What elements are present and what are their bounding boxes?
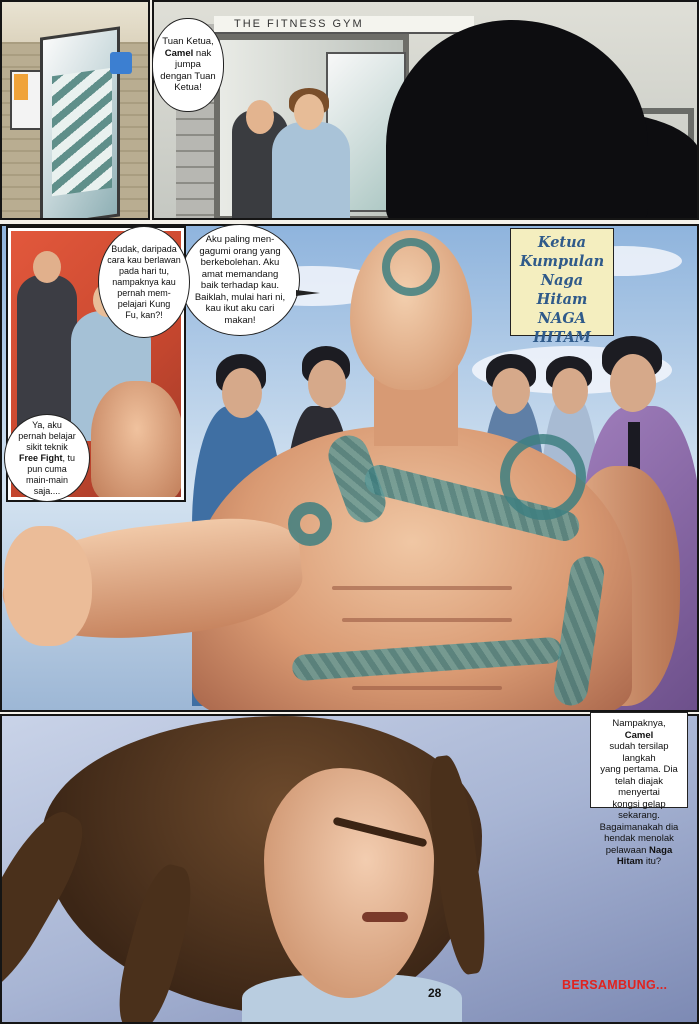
bubble-line: amat memandang	[201, 268, 279, 280]
bubble-line: Baiklah, mulai hari ni,	[194, 291, 286, 303]
hero-mouth	[362, 912, 408, 922]
caption-line: Kumpulan	[519, 253, 605, 270]
bubble-line: tu	[67, 452, 76, 463]
bubble-line: pun cuma	[27, 463, 67, 474]
bubble-line: pernah belajar	[18, 430, 76, 441]
caption-line: NAGA	[537, 310, 587, 327]
bubble-line: berkebolehan. Aku	[200, 257, 280, 268]
bubble-line: kau ikut aku cari	[205, 303, 275, 314]
bubble-line: main-main	[25, 474, 68, 485]
boss-silhouette-head	[386, 20, 648, 220]
bubble-line: pernah mem-	[117, 287, 171, 298]
bubble-line: makan!	[224, 314, 256, 326]
narration-line: kongsi gelap sekarang.	[612, 798, 666, 821]
speech-bubble-question	[98, 226, 190, 338]
narration-bold-term: Naga	[649, 844, 673, 856]
narration-line: pelawaan	[605, 844, 647, 856]
henchman-head	[308, 360, 346, 408]
narration-bold-name: Camel	[624, 729, 654, 741]
chest-flower-tattoo	[288, 502, 332, 546]
narration-line: Bagaimanakah dia	[599, 821, 679, 833]
caption-line: HITAM	[533, 329, 591, 346]
bubble-line: pelajari Kung	[117, 298, 171, 309]
narration-line: Nampaknya,	[612, 718, 666, 729]
panel-gym-entrance	[152, 0, 699, 220]
bubble-line: Ya, aku	[32, 419, 62, 430]
speech-bubble-tuan-ketua	[152, 18, 224, 112]
muscle-line	[332, 586, 512, 590]
bubble-line: dengan Tuan	[160, 70, 216, 82]
bubble-line: Budak, daripada	[111, 243, 177, 254]
narration-line: sudah tersilap langkah	[609, 741, 669, 764]
bubble-line: sikit teknik	[26, 441, 68, 452]
man-dark-suit	[17, 275, 77, 435]
muscle-line	[352, 686, 502, 690]
tattooed-back	[91, 381, 183, 500]
henchman-head	[492, 368, 530, 414]
man-dark-suit-head	[246, 100, 274, 134]
bubble-line: saja....	[33, 485, 61, 496]
narration-line: itu?	[645, 856, 662, 867]
bubble-line: nampaknya kau	[112, 276, 176, 287]
caption-line: Ketua	[537, 234, 587, 251]
bubble-line: pada hari tu,	[118, 265, 170, 276]
speech-bubble-boss	[180, 224, 300, 336]
henchman-head	[222, 368, 262, 418]
bubble-line: Tuan Ketua,	[162, 36, 214, 48]
narration-line: hendak menolak	[604, 833, 674, 844]
man-blue-shirt	[272, 122, 350, 220]
bubble-tail	[296, 290, 320, 296]
page-number: 28	[428, 986, 442, 1000]
to-be-continued: BERSAMBUNG...	[562, 978, 668, 992]
bubble-line: Fu, kan?!	[125, 309, 163, 320]
man-dark-suit-head	[33, 251, 61, 283]
narration-box	[590, 712, 688, 867]
panel-building-exterior	[0, 0, 150, 220]
narration-line: telah diajak menyertai	[614, 775, 664, 798]
back-tattoo	[10, 228, 62, 255]
narration-bold-term: Hitam	[616, 856, 644, 867]
bubble-line: baik terhadap kau.	[200, 280, 280, 291]
bubble-line: Aku paling men-	[205, 234, 275, 245]
logo-icon	[110, 52, 132, 74]
boss-open-hand	[4, 526, 92, 646]
caption-boss-title	[510, 228, 614, 346]
speech-bubble-answer: Ya, aku pernah belajar sikit teknik Free Fight, tu pun cuma main-main saja....	[4, 414, 90, 502]
bubble-bold-term: Free Fight	[18, 452, 63, 463]
bubble-line: cara kau berlawan	[107, 254, 181, 265]
bubble-line: jumpa	[175, 59, 201, 71]
bubble-bold-name: Camel	[164, 47, 194, 59]
bubble-line: Ketua!	[174, 82, 202, 94]
gym-sign-text: THE FITNESS GYM	[234, 18, 364, 30]
henchman-head	[552, 368, 588, 414]
head-dragon-tattoo	[382, 238, 440, 296]
sign-accent	[14, 74, 28, 100]
door-stripes	[52, 68, 112, 196]
muscle-line	[342, 618, 512, 622]
bubble-line: nak	[195, 47, 212, 59]
shoulder-cloud-tattoo	[500, 434, 586, 520]
caption-line: Naga Hitam	[536, 272, 588, 308]
bubble-line: gagumi orang yang	[199, 245, 281, 257]
narration-line: yang pertama. Dia	[600, 764, 678, 775]
man-blue-shirt-head	[294, 94, 324, 130]
henchman-head	[610, 354, 656, 412]
